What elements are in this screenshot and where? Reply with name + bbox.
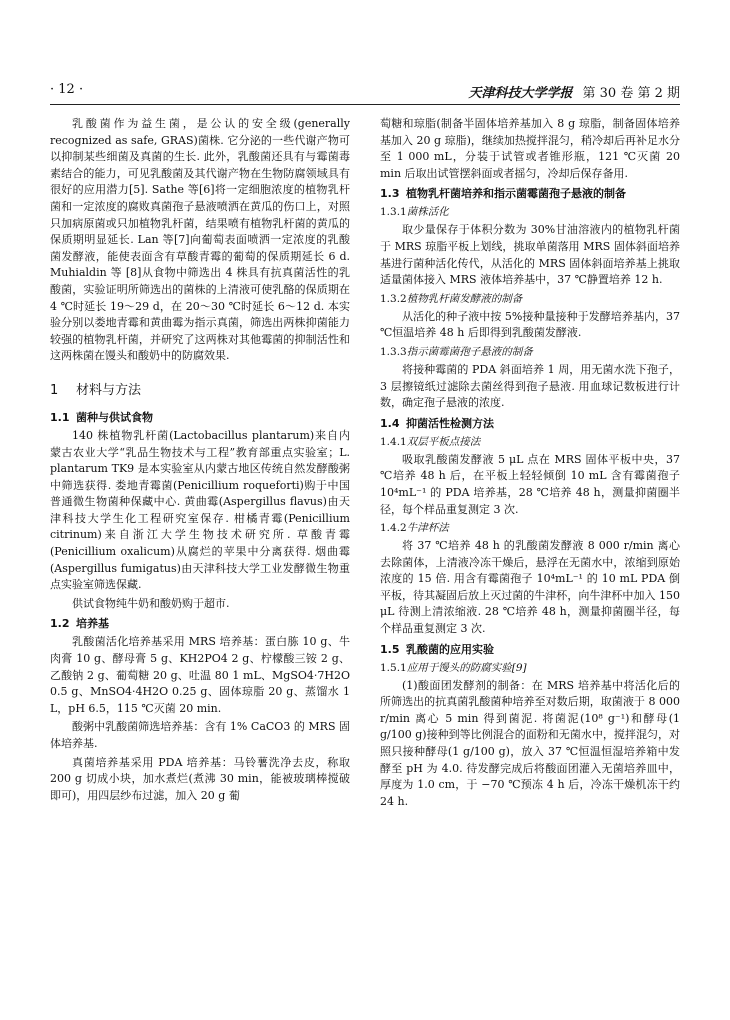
body-paragraph: 吸取乳酸菌发酵液 5 μL 点在 MRS 固体平板中央，37 ℃培养 48 h 后，在平板上轻轻倾倒 10 mL 含有霉菌孢子 10⁴mL⁻¹ 的 PDA 培养基，28 ℃培养 48 h，测量抑菌圈半径，每个样品重复测定 3 次. [380, 452, 680, 516]
subsection-heading [380, 642, 680, 658]
subsubsection-title: 牛津杯法 [406, 522, 449, 535]
subsubsection-number: 1.5.1 [380, 661, 407, 674]
subsection-title: 培养基 [76, 617, 109, 631]
subsection-title: 菌种与供试食物 [76, 410, 153, 424]
subsection-title: 抑菌活性检测方法 [406, 416, 494, 430]
running-header [50, 82, 680, 105]
section-title: 材料与方法 [76, 382, 142, 398]
journal-info [469, 82, 681, 101]
body-paragraph: 真菌培养基采用 PDA 培养基：马铃薯洗净去皮，称取 200 g 切成小块，加水煮烂(煮沸 30 min，能被玻璃棒搅破即可)，用四层纱布过滤，加入 20 g 葡 [50, 755, 350, 802]
subsubsection-title: 双层平板点接法 [406, 435, 481, 448]
body-paragraph: 将 37 ℃培养 48 h 的乳酸菌发酵液 8 000 r/min 离心去除菌体，上清液冷冻干燥后，悬浮在无菌水中，浓缩到原始浓度的 15 倍. 用含有霉菌孢子 10⁴mL⁻¹ 的 10 mL PDA 倒平板，待其凝固后放上灭过菌的牛津杯，向牛津杯中加入 150 μL 待测上清浓缩液. 28 ℃培养 48 h，测量抑菌圈半径，每个样品重复测定 3 次. [380, 539, 680, 636]
subsection-title: 植物乳杆菌培养和指示菌霉菌孢子悬液的制备 [406, 187, 626, 201]
subsection-number: 1.5 [380, 642, 400, 656]
subsubsection-title: 菌株活化 [406, 206, 449, 219]
subsubsection-title: 指示菌霉菌孢子悬液的制备 [406, 345, 533, 358]
subsubsection-title: 应用于馒头的防腐实验[9] [406, 661, 527, 674]
subsection-number: 1.3 [380, 187, 400, 201]
subsection-number: 1.4 [380, 416, 400, 430]
journal-volume: 第 30 卷 第 2 期 [582, 86, 680, 101]
section-number: 1 [50, 382, 59, 398]
subsubsection-number: 1.4.2 [380, 522, 407, 535]
page-number: · 12 · [50, 82, 84, 97]
subsubsection-title: 植物乳杆菌发酵液的制备 [406, 292, 523, 305]
body-paragraph: 萄糖和琼脂(制备半固体培养基加入 8 g 琼脂，制备固体培养基加入 20 g 琼脂)，继续加热搅拌混匀，稍冷却后再补足水分至 1 000 mL，分装于试管或者锥形瓶，121 ℃灭菌 20 min 后取出试管摆斜面或者摇匀，冷却后保存备用. [380, 117, 680, 180]
left-column [50, 116, 350, 806]
subsection-heading [380, 416, 680, 432]
subsubsection-heading [380, 291, 680, 307]
section-heading [50, 379, 350, 398]
subsection-number: 1.2 [50, 617, 70, 631]
subsubsection-heading [380, 520, 680, 536]
body-paragraph: 乳酸菌活化培养基采用 MRS 培养基：蛋白胨 10 g、牛肉膏 10 g、酵母膏 5 g、KH2PO4 2 g、柠檬酸三铵 2 g、乙酸钠 2 g、葡萄糖 20 g、吐温 80 1 mL、MgSO4·7H2O 0.5 g、MnSO4·4H2O 0.25 g、固体琼脂 20 g、蒸馏水 1 L，pH 6.5，115 ℃灭菌 20 min. [50, 635, 350, 715]
subsection-heading [50, 410, 350, 426]
subsection-number: 1.1 [50, 410, 70, 424]
body-paragraph: 从活化的种子液中按 5%接种量接种于发酵培养基内，37 ℃恒温培养 48 h 后即得到乳酸菌发酵液. [380, 309, 680, 340]
subsubsection-number: 1.3.1 [380, 206, 407, 219]
body-paragraph: 140 株植物乳杆菌(Lactobacillus plantarum)来自内蒙古农业大学“乳品生物技术与工程”教育部重点实验室；L. plantarum TK9 是本实验室从内蒙古地区传统自然发酵酸粥中筛选获得. 娄地青霉菌(Penicillium roqueforti)购于中国普通微生物菌种保藏中心. 黄曲霉(Aspergillus flavus)由天津科技大学生化工程研究室保存. 柑橘青霉(Penicillium citrinum)来自浙江大学生物技术研究所. 草酸青霉(Penicillium oxalicum)从腐烂的苹果中分离获得. 烟曲霉(Aspergillus fumigatus)由天津科技大学工业发酵微生物重点实验室筛选保藏. [50, 428, 350, 592]
subsubsection-heading [380, 204, 680, 220]
body-paragraph: 酸粥中乳酸菌筛选培养基：含有 1% CaCO3 的 MRS 固体培养基. [50, 720, 350, 750]
subsubsection-number: 1.3.3 [380, 345, 407, 358]
subsection-heading [50, 616, 350, 632]
journal-name: 天津科技大学学报 [468, 86, 573, 101]
body-paragraph: (1)酸面团发酵剂的制备：在 MRS 培养基中将活化后的所筛选出的抗真菌乳酸菌种培养至对数后期，取菌液于 8 000 r/min 离心 5 min 得到菌泥. 将菌泥(10⁸ g⁻¹)和酵母(1 g/100 g)接种到等比例混合的面粉和无菌水中，搅拌混匀，对照只接种酵母(1 g/100 g)，放入 37 ℃恒温恒湿培养箱中发酵至 pH 为 4.0. 待发酵完成后将酸面团灌入无菌培养皿中，厚度为 1.0 cm，于 −70 ℃预冻 4 h 后，冷冻干燥机冻干约 24 h. [380, 678, 680, 808]
subsubsection-heading [380, 344, 680, 360]
subsubsection-heading [380, 660, 680, 676]
body-paragraph: 取少量保存于体积分数为 30%甘油溶液内的植物乳杆菌于 MRS 琼脂平板上划线，挑取单菌落用 MRS 固体斜面培养基进行菌种活化传代，从活化的 MRS 固体斜面培养基上挑取适量菌体接入 MRS 液体培养基中，37 ℃静置培养 12 h. [380, 223, 680, 287]
subsubsection-number: 1.4.1 [380, 435, 407, 448]
subsubsection-heading [380, 434, 680, 450]
subsubsection-number: 1.3.2 [380, 292, 407, 305]
right-column [380, 116, 680, 812]
subsection-title: 乳酸菌的应用实验 [406, 642, 494, 656]
intro-paragraph: 乳酸菌作为益生菌，是公认的安全级(generally recognized as safe, GRAS)菌株. 它分泌的一些代谢产物可以抑制某些细菌及真菌的生长. 此外，乳酸菌还具有与霉菌毒素结合的能力，可见乳酸菌及其代谢产物在生物防腐领域具有很好的应用潜力[5]. Sathe 等[6]将一定细胞浓度的植物乳杆菌和一定浓度的腐败真菌孢子悬液喷洒在黄瓜的伤口上，对照只加病原菌或只加植物乳杆菌，结果喷有植物乳杆菌的黄瓜的保质期明显延长. Lan 等[7]向葡萄表面喷洒一定浓度的乳酸菌发酵液，能使表面含有草酸青霉的葡萄的保质期延长 6 d. Muhialdin 等 [8]从食物中筛选出 4 株具有抗真菌活性的乳酸菌，实验证明所筛选出的菌株的上清液可使乳酪的保质期在 4 ℃时延长 19～29 d，在 20～30 ℃时延长 6～12 d. 本实验分别以娄地青霉和黄曲霉为指示真菌，筛选出两株抑菌能力较强的植物乳杆菌，并研究了这两株对其他霉菌的抑制活性和这两株菌在馒头和酸奶中的防腐效果. [50, 117, 350, 363]
body-paragraph: 供试食物纯牛奶和酸奶购于超市. [72, 596, 230, 610]
body-paragraph: 将接种霉菌的 PDA 斜面培养 1 周，用无菌水洗下孢子，3 层擦镜纸过滤除去菌丝得到孢子悬液. 用血球记数板进行计数，确定孢子悬液的浓度. [380, 362, 680, 410]
subsection-heading [380, 186, 680, 202]
